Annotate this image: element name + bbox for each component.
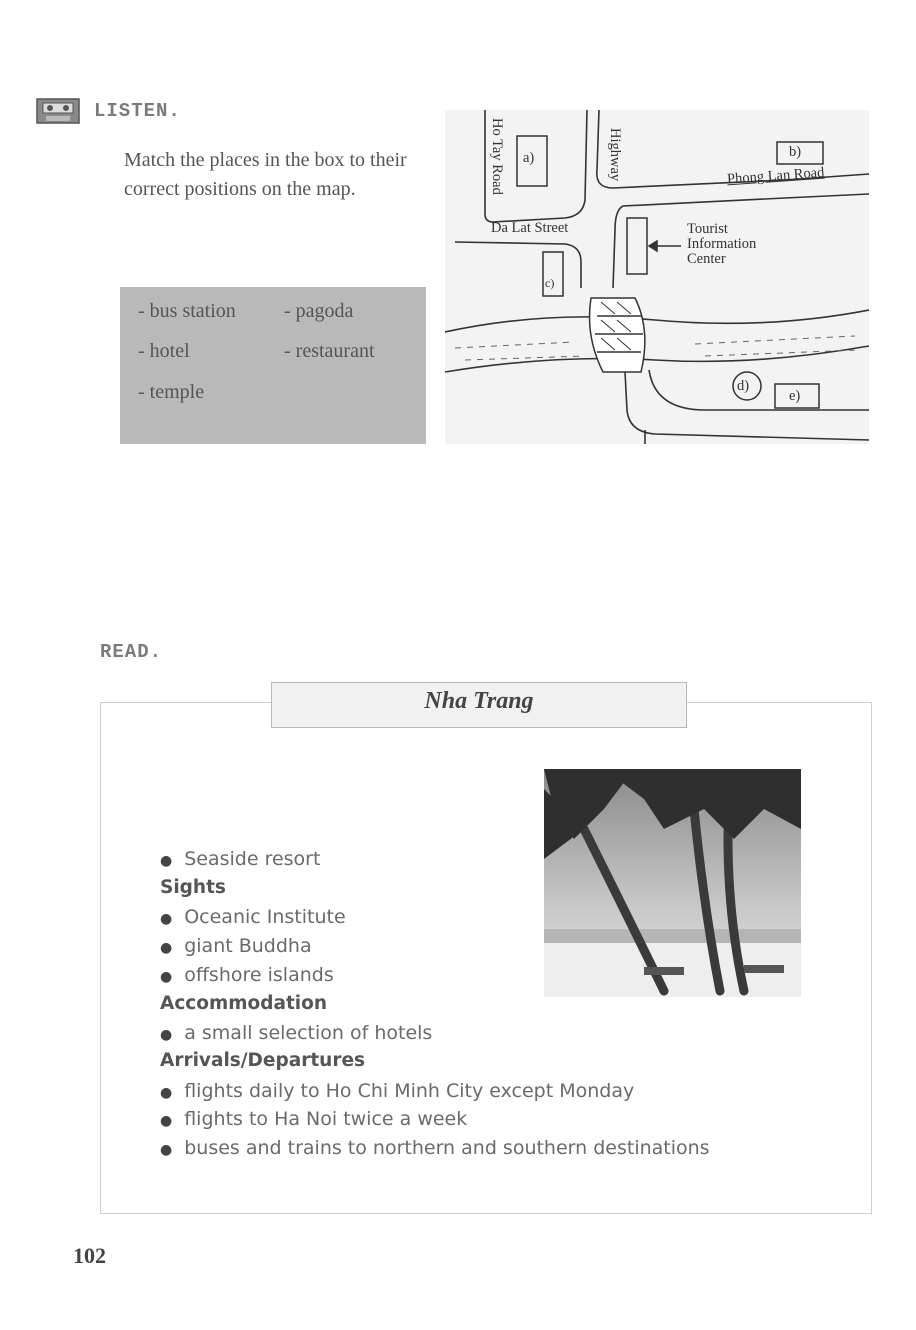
word-pagoda: - pagoda — [284, 300, 354, 322]
bullet-dot-icon: ● — [160, 1142, 173, 1158]
marker-b: b) — [789, 144, 802, 160]
word-hotel: - hotel — [138, 340, 190, 362]
bullet-dot-icon: ● — [160, 911, 173, 927]
bullet-dot-icon: ● — [160, 1085, 173, 1101]
bullet-item: ● buses and trains to northern and southern destinations — [160, 1137, 710, 1159]
word-box — [120, 287, 426, 444]
bullet-item: ● flights daily to Ho Chi Minh City except Monday — [160, 1080, 635, 1102]
marker-a: a) — [523, 150, 535, 166]
section-heading-sights: Sights — [160, 877, 226, 898]
tourist-info-label: Tourist Information Center — [687, 221, 757, 267]
bullet-item: ● Oceanic Institute — [160, 906, 346, 928]
bullet-item: ● offshore islands — [160, 964, 334, 986]
bullet-item: ● a small selection of hotels — [160, 1022, 433, 1044]
ho-tay-road-label: Ho Tay Road — [489, 118, 505, 195]
bullet-dot-icon: ● — [160, 1113, 173, 1129]
phong-lan-road-label: Phong Lan Road — [726, 164, 825, 188]
marker-e: e) — [789, 388, 801, 404]
bullet-dot-icon: ● — [160, 969, 173, 985]
highway-label: Highway — [607, 128, 623, 182]
listen-heading: LISTEN. — [94, 100, 181, 122]
word-bus-station: - bus station — [138, 300, 236, 322]
page-number: 102 — [73, 1243, 106, 1268]
word-temple: - temple — [138, 381, 205, 403]
bullet-dot-icon: ● — [160, 940, 173, 956]
bullet-item: ● giant Buddha — [160, 935, 312, 957]
section-heading-accommodation: Accommodation — [160, 993, 328, 1014]
marker-d: d) — [737, 378, 750, 394]
cassette-icon — [36, 98, 80, 124]
bullet-dot-icon: ● — [160, 853, 173, 869]
map-drawing — [445, 110, 869, 444]
word-restaurant: - restaurant — [284, 340, 375, 362]
listen-instructions: Match the places in the box to their correct positions on the map. — [124, 149, 407, 200]
bullet-item: ● Seaside resort — [160, 848, 321, 870]
reading-title: Nha Trang — [424, 688, 534, 714]
marker-c: c) — [545, 276, 555, 290]
bullet-item: ● flights to Ha Noi twice a week — [160, 1108, 468, 1130]
bullet-dot-icon: ● — [160, 1027, 173, 1043]
beach-palm-photo — [544, 769, 801, 997]
read-heading: READ. — [100, 641, 163, 663]
town-map — [445, 110, 869, 444]
section-heading-arrivals: Arrivals/Departures — [160, 1050, 366, 1071]
da-lat-street-label: Da Lat Street — [491, 220, 569, 236]
